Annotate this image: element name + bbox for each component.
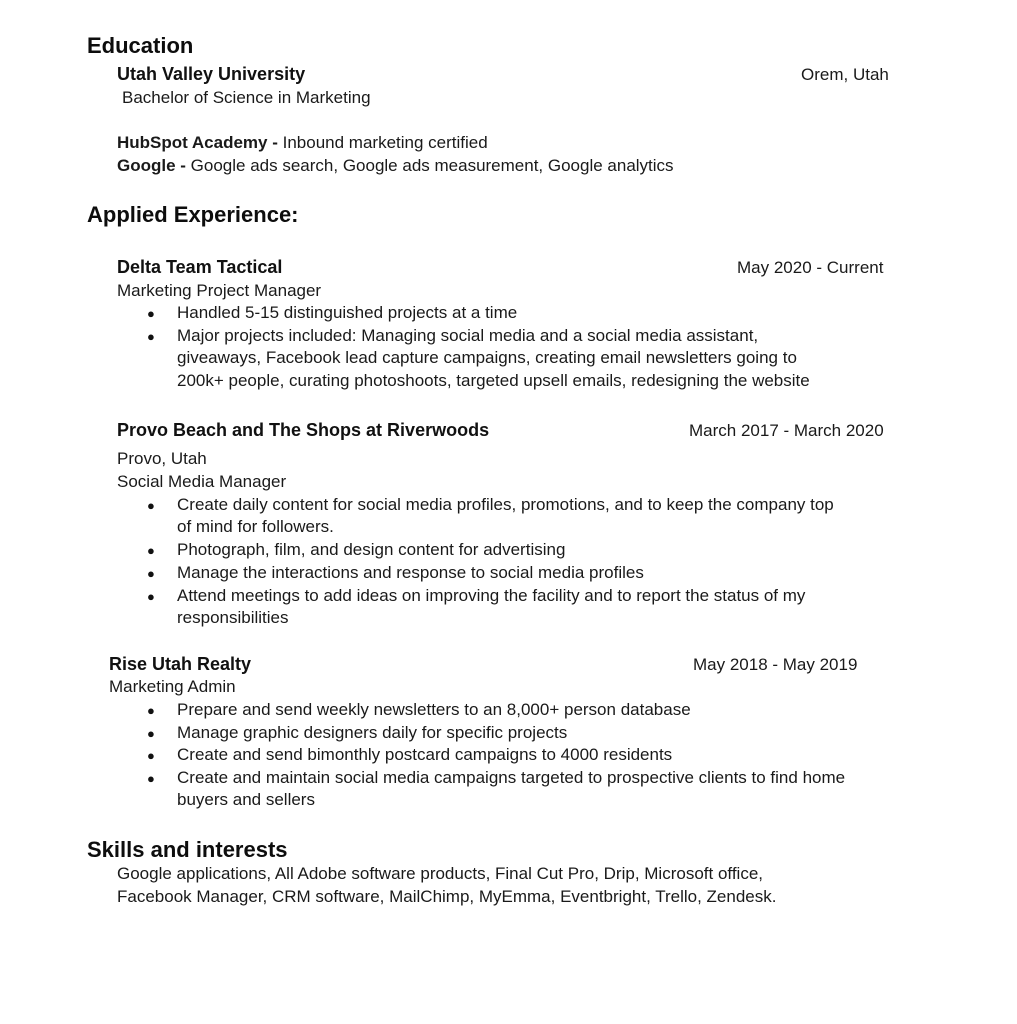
job-dates: May 2018 - May 2019 <box>693 655 858 674</box>
bullet-icon: ● <box>147 329 155 344</box>
education-heading: Education <box>87 33 194 58</box>
job-bullet-line: responsibilities <box>177 608 289 627</box>
job-title: Marketing Project Manager <box>117 281 322 300</box>
job-dates: May 2020 - Current <box>737 258 884 277</box>
job-dates: March 2017 - March 2020 <box>689 421 884 440</box>
bullet-icon: ● <box>147 703 155 718</box>
job-bullet-line: Handled 5-15 distinguished projects at a time <box>177 303 518 322</box>
bullet-icon: ● <box>147 566 155 581</box>
bullet-icon: ● <box>147 589 155 604</box>
job-bullet-line: of mind for followers. <box>177 517 334 536</box>
job-bullet-line: Manage the interactions and response to social media profiles <box>177 563 644 582</box>
skills-heading: Skills and interests <box>87 837 288 862</box>
school-name: Utah Valley University <box>117 64 306 84</box>
cert-org: Google - <box>117 156 186 175</box>
job-bullet-line: buyers and sellers <box>177 790 315 809</box>
job-company: Rise Utah Realty <box>109 654 252 674</box>
job-title: Social Media Manager <box>117 472 287 491</box>
job-bullet-line: Attend meetings to add ideas on improving the facility and to report the status of my <box>177 586 806 605</box>
bullet-icon: ● <box>147 726 155 741</box>
degree: Bachelor of Science in Marketing <box>122 88 371 107</box>
skills-line: Google applications, All Adobe software products, Final Cut Pro, Drip, Microsoft office, <box>117 864 763 883</box>
job-bullet-line: Create daily content for social media profiles, promotions, and to keep the company top <box>177 495 834 514</box>
bullet-icon: ● <box>147 771 155 786</box>
cert-detail: Inbound marketing certified <box>277 133 488 152</box>
cert-org: HubSpot Academy - <box>117 133 278 152</box>
skills-line: Facebook Manager, CRM software, MailChimp, MyEmma, Eventbright, Trello, Zendesk. <box>117 887 777 906</box>
certification-google <box>117 156 674 176</box>
job-bullet-line: Create and maintain social media campaigns targeted to prospective clients to find home <box>177 768 846 787</box>
certification-hubspot <box>117 133 488 153</box>
job-bullet-line: Photograph, film, and design content for advertising <box>177 540 566 559</box>
bullet-icon: ● <box>147 748 155 763</box>
job-bullet-line: giveaways, Facebook lead capture campaigns, creating email newsletters going to <box>177 348 797 367</box>
experience-heading: Applied Experience: <box>87 202 299 227</box>
job-location: Provo, Utah <box>117 449 207 468</box>
bullet-icon: ● <box>147 543 155 558</box>
job-title: Marketing Admin <box>109 677 236 696</box>
job-bullet-line: 200k+ people, curating photoshoots, targeted upsell emails, redesigning the website <box>177 371 810 390</box>
job-bullet-line: Major projects included: Managing social media and a social media assistant, <box>177 326 759 345</box>
cert-detail: Google ads search, Google ads measurement, Google analytics <box>185 156 674 175</box>
job-company: Provo Beach and The Shops at Riverwoods <box>117 420 490 440</box>
job-company: Delta Team Tactical <box>117 257 283 277</box>
school-location: Orem, Utah <box>801 65 889 84</box>
bullet-icon: ● <box>147 306 155 321</box>
job-bullet-line: Manage graphic designers daily for specific projects <box>177 723 568 742</box>
job-bullet-line: Prepare and send weekly newsletters to an 8,000+ person database <box>177 700 691 719</box>
bullet-icon: ● <box>147 498 155 513</box>
job-bullet-line: Create and send bimonthly postcard campaigns to 4000 residents <box>177 745 673 764</box>
